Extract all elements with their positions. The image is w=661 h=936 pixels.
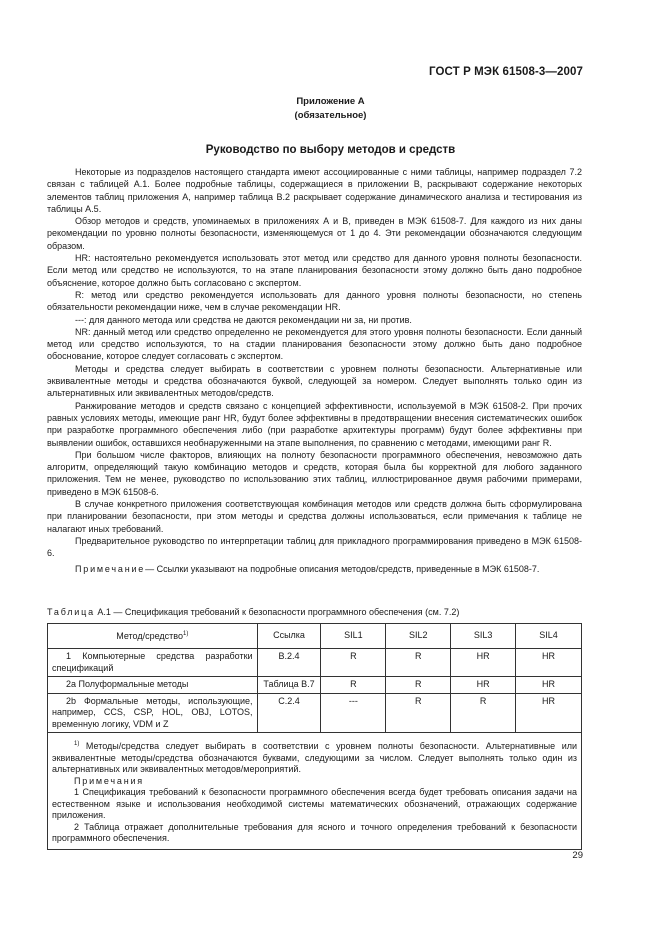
sil4-cell: HR: [516, 693, 582, 733]
sil4-cell: HR: [516, 649, 582, 677]
paragraph: NR: данный метод или средство определенно не рекомендуется для этого уровня полноты безопасности. Если данный метод или средство используются, то на стадии планирования безопасности этому должно быть дано подробное обоснование, которое следует согласовать с экспертом.: [47, 326, 582, 362]
sil1-cell: ---: [321, 693, 386, 733]
method-cell: 2a Полуформальные методы: [48, 677, 258, 694]
sil3-cell: HR: [451, 677, 516, 694]
paragraph: Ранжирование методов и средств связано с концепцией эффективности, используемой в МЭК 61508-2. При прочих равных условиях методы, имеющие ранг HR, будут более эффективны в предотвращении внесения систематических ошибок при разработке программного обеспечения либо (при разработке архитектуры программ) будут более эффективны при выявлении ошибок, оставшихся необнаруженными на этапе выполнения, по сравнению с методами, имеющими ранг R.: [47, 400, 582, 448]
column-header-sil1: SIL1: [321, 624, 386, 649]
sil3-cell: R: [451, 693, 516, 733]
column-header-reference: Ссылка: [257, 624, 321, 649]
standard-header: ГОСТ Р МЭК 61508-3—2007: [429, 66, 583, 78]
table-row: [48, 649, 582, 677]
method-cell: 1 Компьютерные средства разработки спецификаций: [48, 649, 258, 677]
table-caption-label: Таблица: [47, 607, 95, 617]
table-row: [48, 693, 582, 733]
paragraph: Некоторые из подразделов настоящего стандарта имеют ассоциированные с ними таблицы, например подраздел 7.2 связан с таблицей А.1. Более подробные таблицы, содержащиеся в приложении В, раскрывают содержание некоторых элементов таблиц приложения А, например таблица В.2 раскрывает содержание динамического анализа и тестирования из таблицы А.5.: [47, 167, 582, 214]
sil2-cell: R: [386, 649, 451, 677]
reference-cell: С.2.4: [257, 693, 321, 733]
paragraph: ---: для данного метода или средства не даются рекомендации ни за, ни против.: [75, 314, 412, 325]
note: [47, 563, 582, 575]
note-text: — Ссылки указывают на подробные описания методов/средств, приведенные в МЭК 61508-7.: [145, 563, 540, 574]
method-cell: 2b Формальные методы, использующие, например, CCS, CSP, HOL, OBJ, LOTOS, временную логику, VDM и Z: [48, 693, 258, 733]
footnote-ref: 1): [182, 631, 189, 638]
paragraph: Методы и средства следует выбирать в соответствии с уровнем полноты безопасности. Альтернативные или эквивалентные методы и средства обозначаются буквой, следующей за номером. Следует выполнять только один из альтернативных или эквивалентных методов/средств.: [47, 363, 582, 399]
annex-title: Приложение А: [296, 96, 365, 107]
body-text: [47, 166, 582, 575]
table-note: 2 Таблица отражает дополнительные требования для ясного и точного определения требований к безопасности программного обеспечения.: [52, 821, 577, 843]
paragraph: Обзор методов и средств, упоминаемых в приложениях А и В, приведен в МЭК 61508-7. Для каждого из них даны рекомендации по уровню полноты безопасности, изменяющемуся от 1 до 4. Эти рекомендации обозначаются следующим образом.: [47, 216, 582, 251]
table-caption: [47, 607, 587, 617]
requirements-table: [47, 623, 582, 850]
sil1-cell: R: [321, 649, 386, 677]
paragraph: R: метод или средство рекомендуется использовать для данного уровня полноты безопасности, но степень обязательности рекомендации ниже, чем в случае рекомендации HR.: [47, 289, 582, 313]
reference-cell: Таблица В.7: [257, 677, 321, 694]
column-header-sil4: SIL4: [516, 624, 582, 649]
sil2-cell: R: [386, 693, 451, 733]
page-number: 29: [572, 850, 583, 861]
paragraph: В случае конкретного приложения соответствующая комбинация методов или средств должна быть сформулирована при планировании безопасности, при этом методы и средства должны использоваться, если примечания к таблице не налагают иных требований.: [47, 499, 582, 534]
table-caption-text: А.1 — Спецификация требований к безопасности программного обеспечения (см. 7.2): [97, 607, 460, 617]
annex-status: (обязательное): [294, 110, 367, 121]
sil3-cell: HR: [451, 649, 516, 677]
annex-heading: [0, 95, 661, 123]
section-title: Руководство по выбору методов и средств: [205, 144, 456, 156]
column-header-method: Метод/средство$^{1)}$: [48, 624, 258, 649]
reference-cell: В.2.4: [257, 649, 321, 677]
paragraph: Предварительное руководство по интерпретации таблиц для прикладного программирования приведено в МЭК 61508-6.: [47, 535, 582, 559]
column-header-sil3: SIL3: [451, 624, 516, 649]
paragraph: HR: настоятельно рекомендуется использовать этот метод или средство для данного уровня полноты безопасности. Если метод или средство не используются, то на этапе планирования безопасности этому должно быть дано подробное объяснение, которое должно быть согласовано с экспертом.: [47, 253, 582, 288]
column-header-sil2: SIL2: [386, 624, 451, 649]
table-notes: [48, 733, 582, 850]
table-footnote: $^{1)}$ Методы/средства следует выбирать в соответствии с уровнем полноты безопасности. Альтернативные или эквивалентные методы/средства обозначаются буквами, следующими за числом. Следует выполнять только один из альтернативных или эквивалентных методов/мероприятий.: [52, 741, 577, 774]
table-note: 1 Спецификация требований к безопасности программного обеспечения всегда будет требовать описания задачи на естественном языке и использования необходимой системы математических обозначений, отражающих содержание приложения.: [52, 787, 577, 820]
sil1-cell: R: [321, 677, 386, 694]
notes-label: Примечания: [74, 775, 144, 786]
sil2-cell: R: [386, 677, 451, 694]
table-notes-row: [48, 733, 582, 850]
paragraph: При большом числе факторов, влияющих на полноту безопасности программного обеспечения, невозможно дать алгоритм, определяющий такую комбинацию методов и средств, которая была бы корректной для любого заданного приложения. Тем не менее, руководство по использованию этих таблиц, иллюстрированное двумя рабочими примерами, приведено в МЭК 61508-6.: [47, 449, 582, 497]
table-header-row: [48, 624, 582, 649]
sil4-cell: HR: [516, 677, 582, 694]
table-row: [48, 677, 582, 694]
footnote-mark: 1): [74, 741, 80, 747]
note-label: Примечание: [75, 563, 146, 574]
